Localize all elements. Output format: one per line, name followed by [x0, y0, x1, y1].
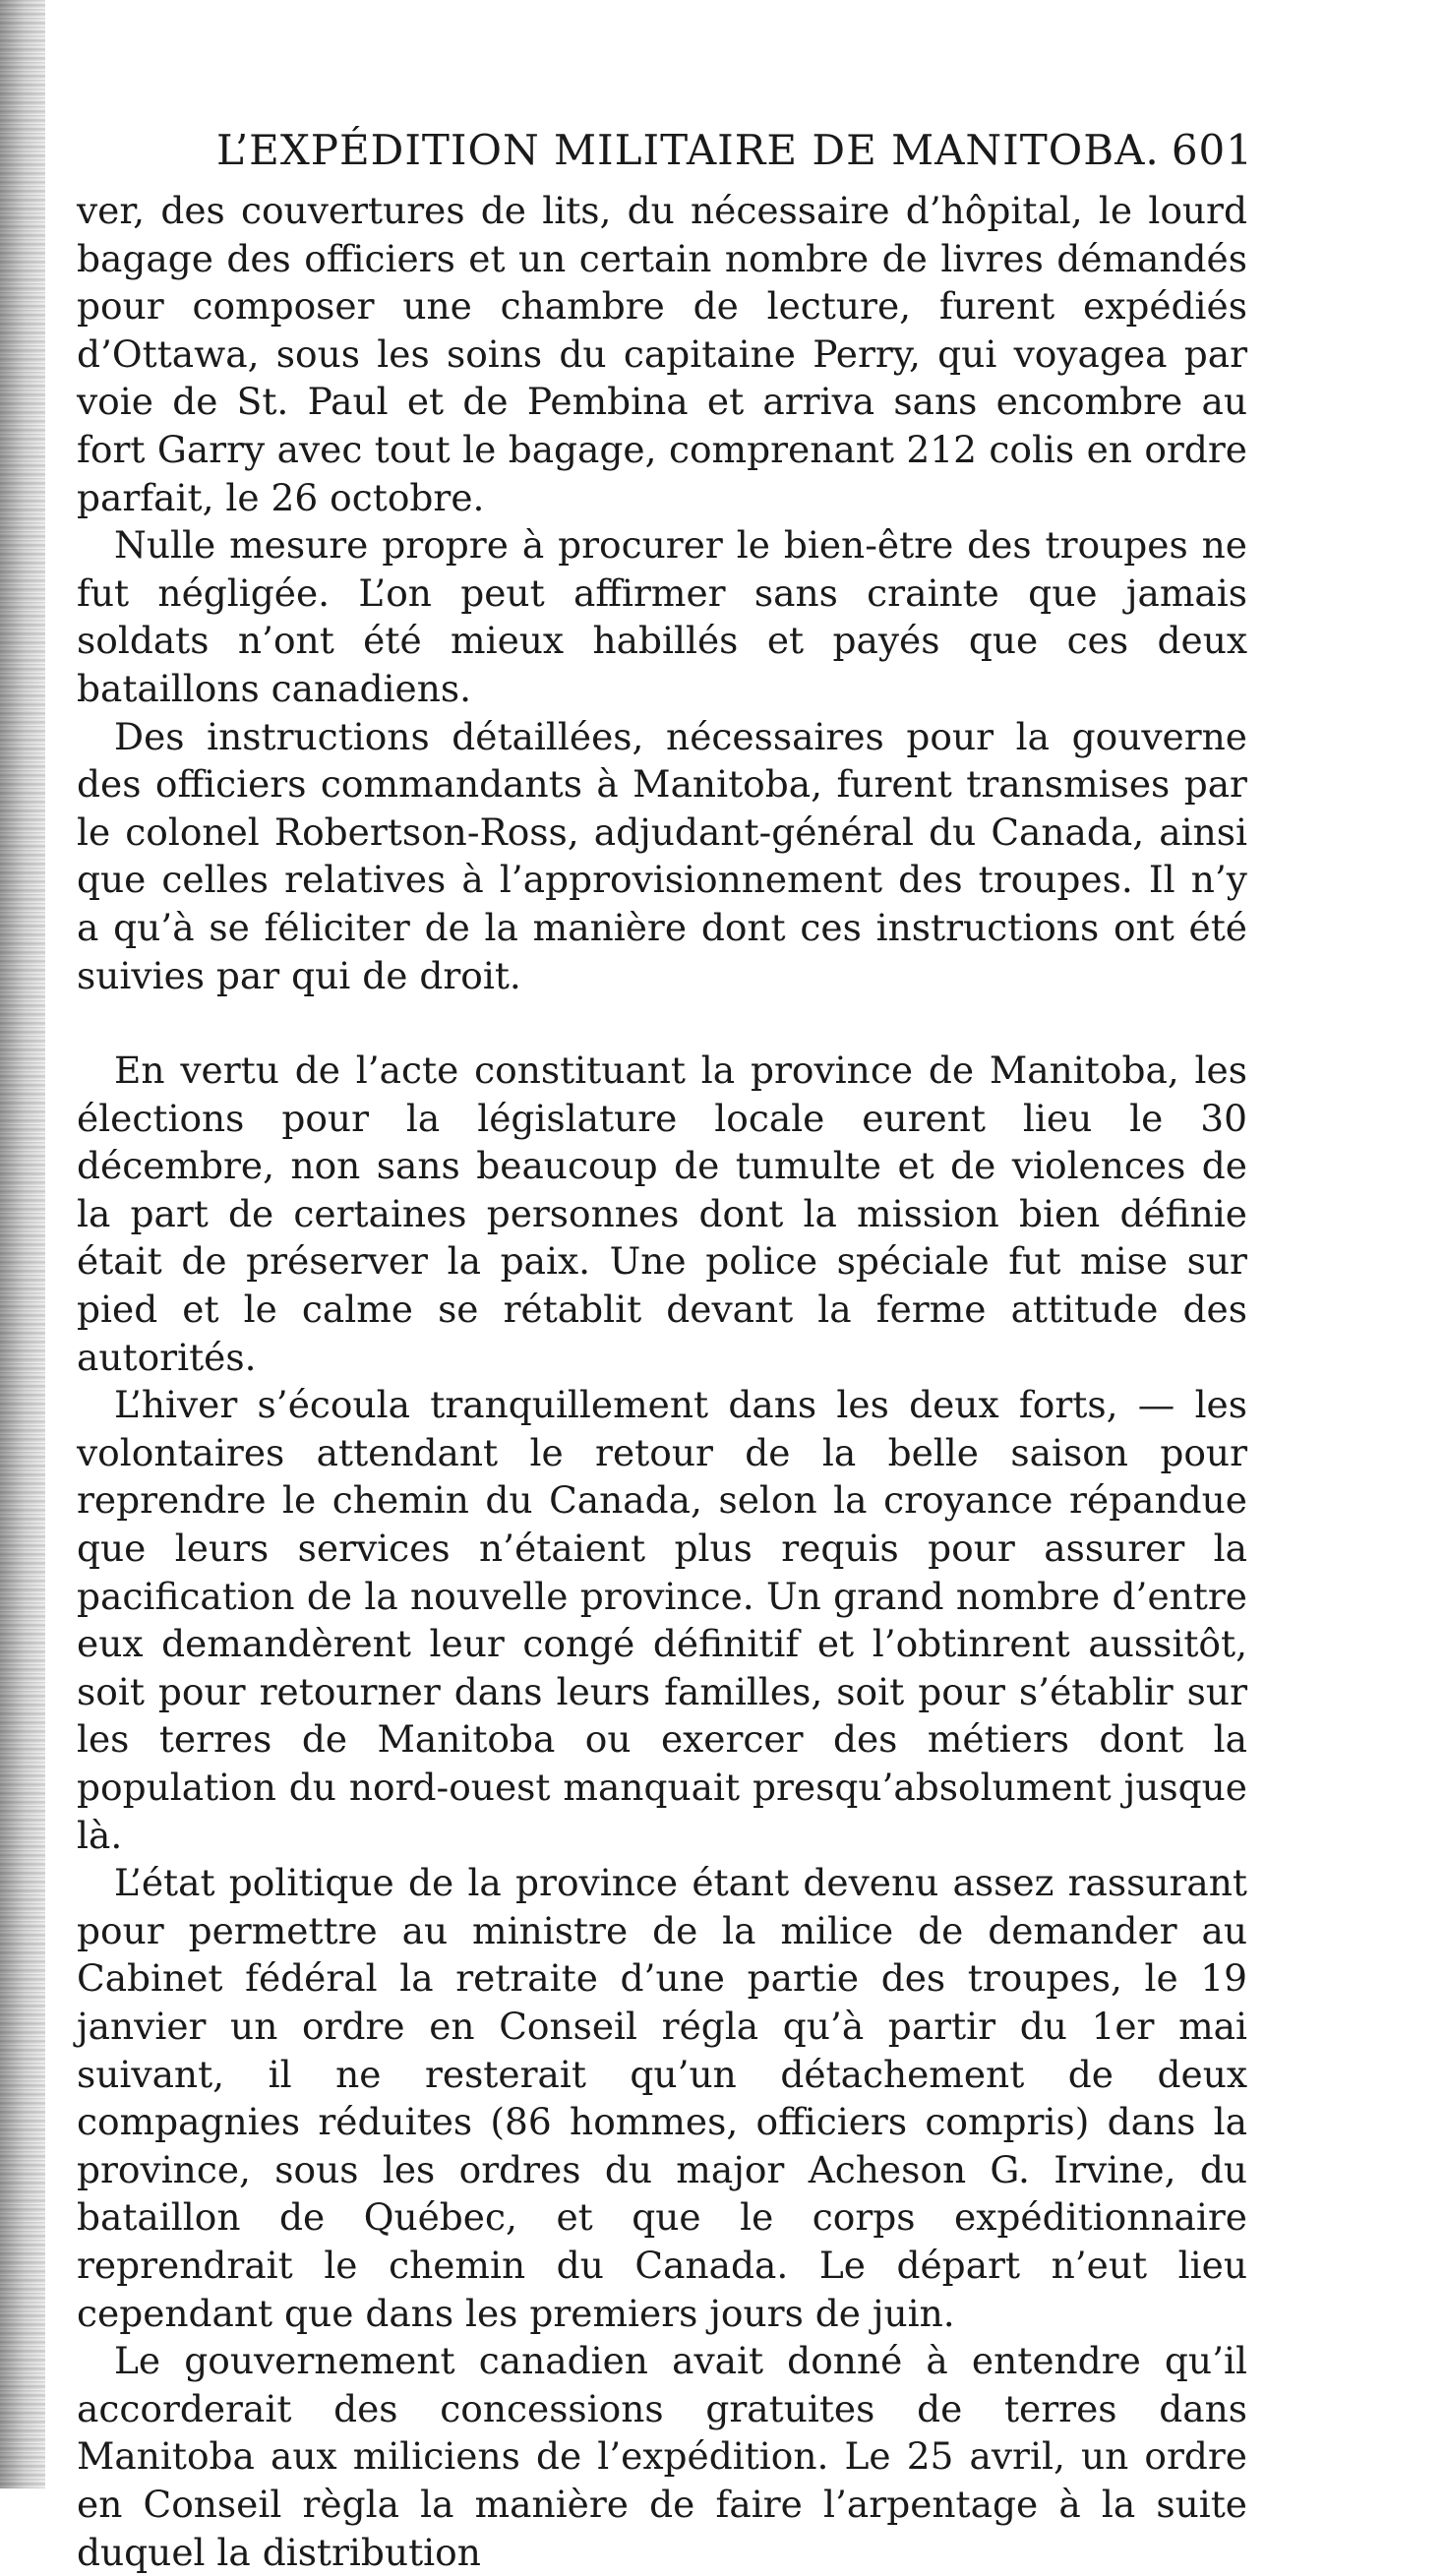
scanned-page-edge	[0, 0, 45, 2488]
page-number: 601	[1171, 126, 1253, 174]
paragraph: Nulle mesure propre à procurer le bien-être des troupes ne fut négligée. L’on peut affirmer sans crainte que jamais soldats n’ont été mieux habillés et payés que ces deux bataillons canadiens.	[77, 523, 1247, 710]
paragraph: L’état politique de la province étant devenu assez rassurant pour permettre au ministre de la milice de demander au Cabinet fédéral la retraite d’une partie des troupes, le 19 janvier un ordre en Conseil régla qu’à partir du 1er mai suivant, il ne resterait qu’un détachement de deux compagnies réduites (86 hommes, officiers compris) dans la province, sous les ordres du major Acheson G. Irvine, du bataillon de Québec, et que le corps expéditionnaire reprendrait le chemin du Canada. Le départ n’eut lieu cependant que dans les premiers jours de juin.	[77, 1861, 1247, 2335]
paragraph: L’hiver s’écoula tranquillement dans les deux forts, — les volontaires attendant le retour de la belle saison pour reprendre le chemin du Canada, selon la croyance répandue que leurs services n’étaient plus requis pour assurer la pacification de la nouvelle province. Un grand nombre d’entre eux demandèrent leur congé définitif et l’obtinrent aussitôt, soit pour retourner dans leurs familles, soit pour s’établir sur les terres de Manitoba ou exercer des métiers dont la population du nord-ouest manquait presqu’absolument jusque là.	[77, 1383, 1247, 1857]
body-text	[77, 187, 1247, 2576]
paragraph: Des instructions détaillées, nécessaires pour la gouverne des officiers commandants à Manitoba, furent transmises par le colonel Robertson-Ross, adjudant-général du Canada, ainsi que celles relatives à l’approvisionnement des troupes. Il n’y a qu’à se féliciter de la manière dont ces instructions ont été suivies par qui de droit.	[77, 714, 1247, 997]
paragraph-continued: ver, des couvertures de lits, du nécessaire d’hôpital, le lourd bagage des officiers et un certain nombre de livres démandés pour composer une chambre de lecture, furent expédiés d’Ottawa, sous les soins du capitaine Perry, qui voyagea par voie de St. Paul et de Pembina et arriva sans encombre au fort Garry avec tout le bagage, comprenant 212 colis en ordre parfait, le 26 octobre.	[77, 189, 1247, 519]
running-title: L’EXPÉDITION MILITAIRE DE MANITOBA.	[216, 126, 1160, 174]
paragraph: En vertu de l’acte constituant la province de Manitoba, les élections pour la législature locale eurent lieu le 30 décembre, non sans beaucoup de tumulte et de violences de la part de certaines personnes dont la mission bien définie était de préserver la paix. Une police spéciale fut mise sur pied et le calme se rétablit devant la ferme attitude des autorités.	[77, 1048, 1247, 1379]
paragraph: Le gouvernement canadien avait donné à entendre qu’il accorderait des concessions gratuites de terres dans Manitoba aux miliciens de l’expédition. Le 25 avril, un ordre en Conseil règla la manière de faire l’arpentage à la suite duquel la distribution	[77, 2339, 1247, 2574]
running-header	[77, 118, 1253, 187]
book-page	[77, 118, 1253, 2576]
